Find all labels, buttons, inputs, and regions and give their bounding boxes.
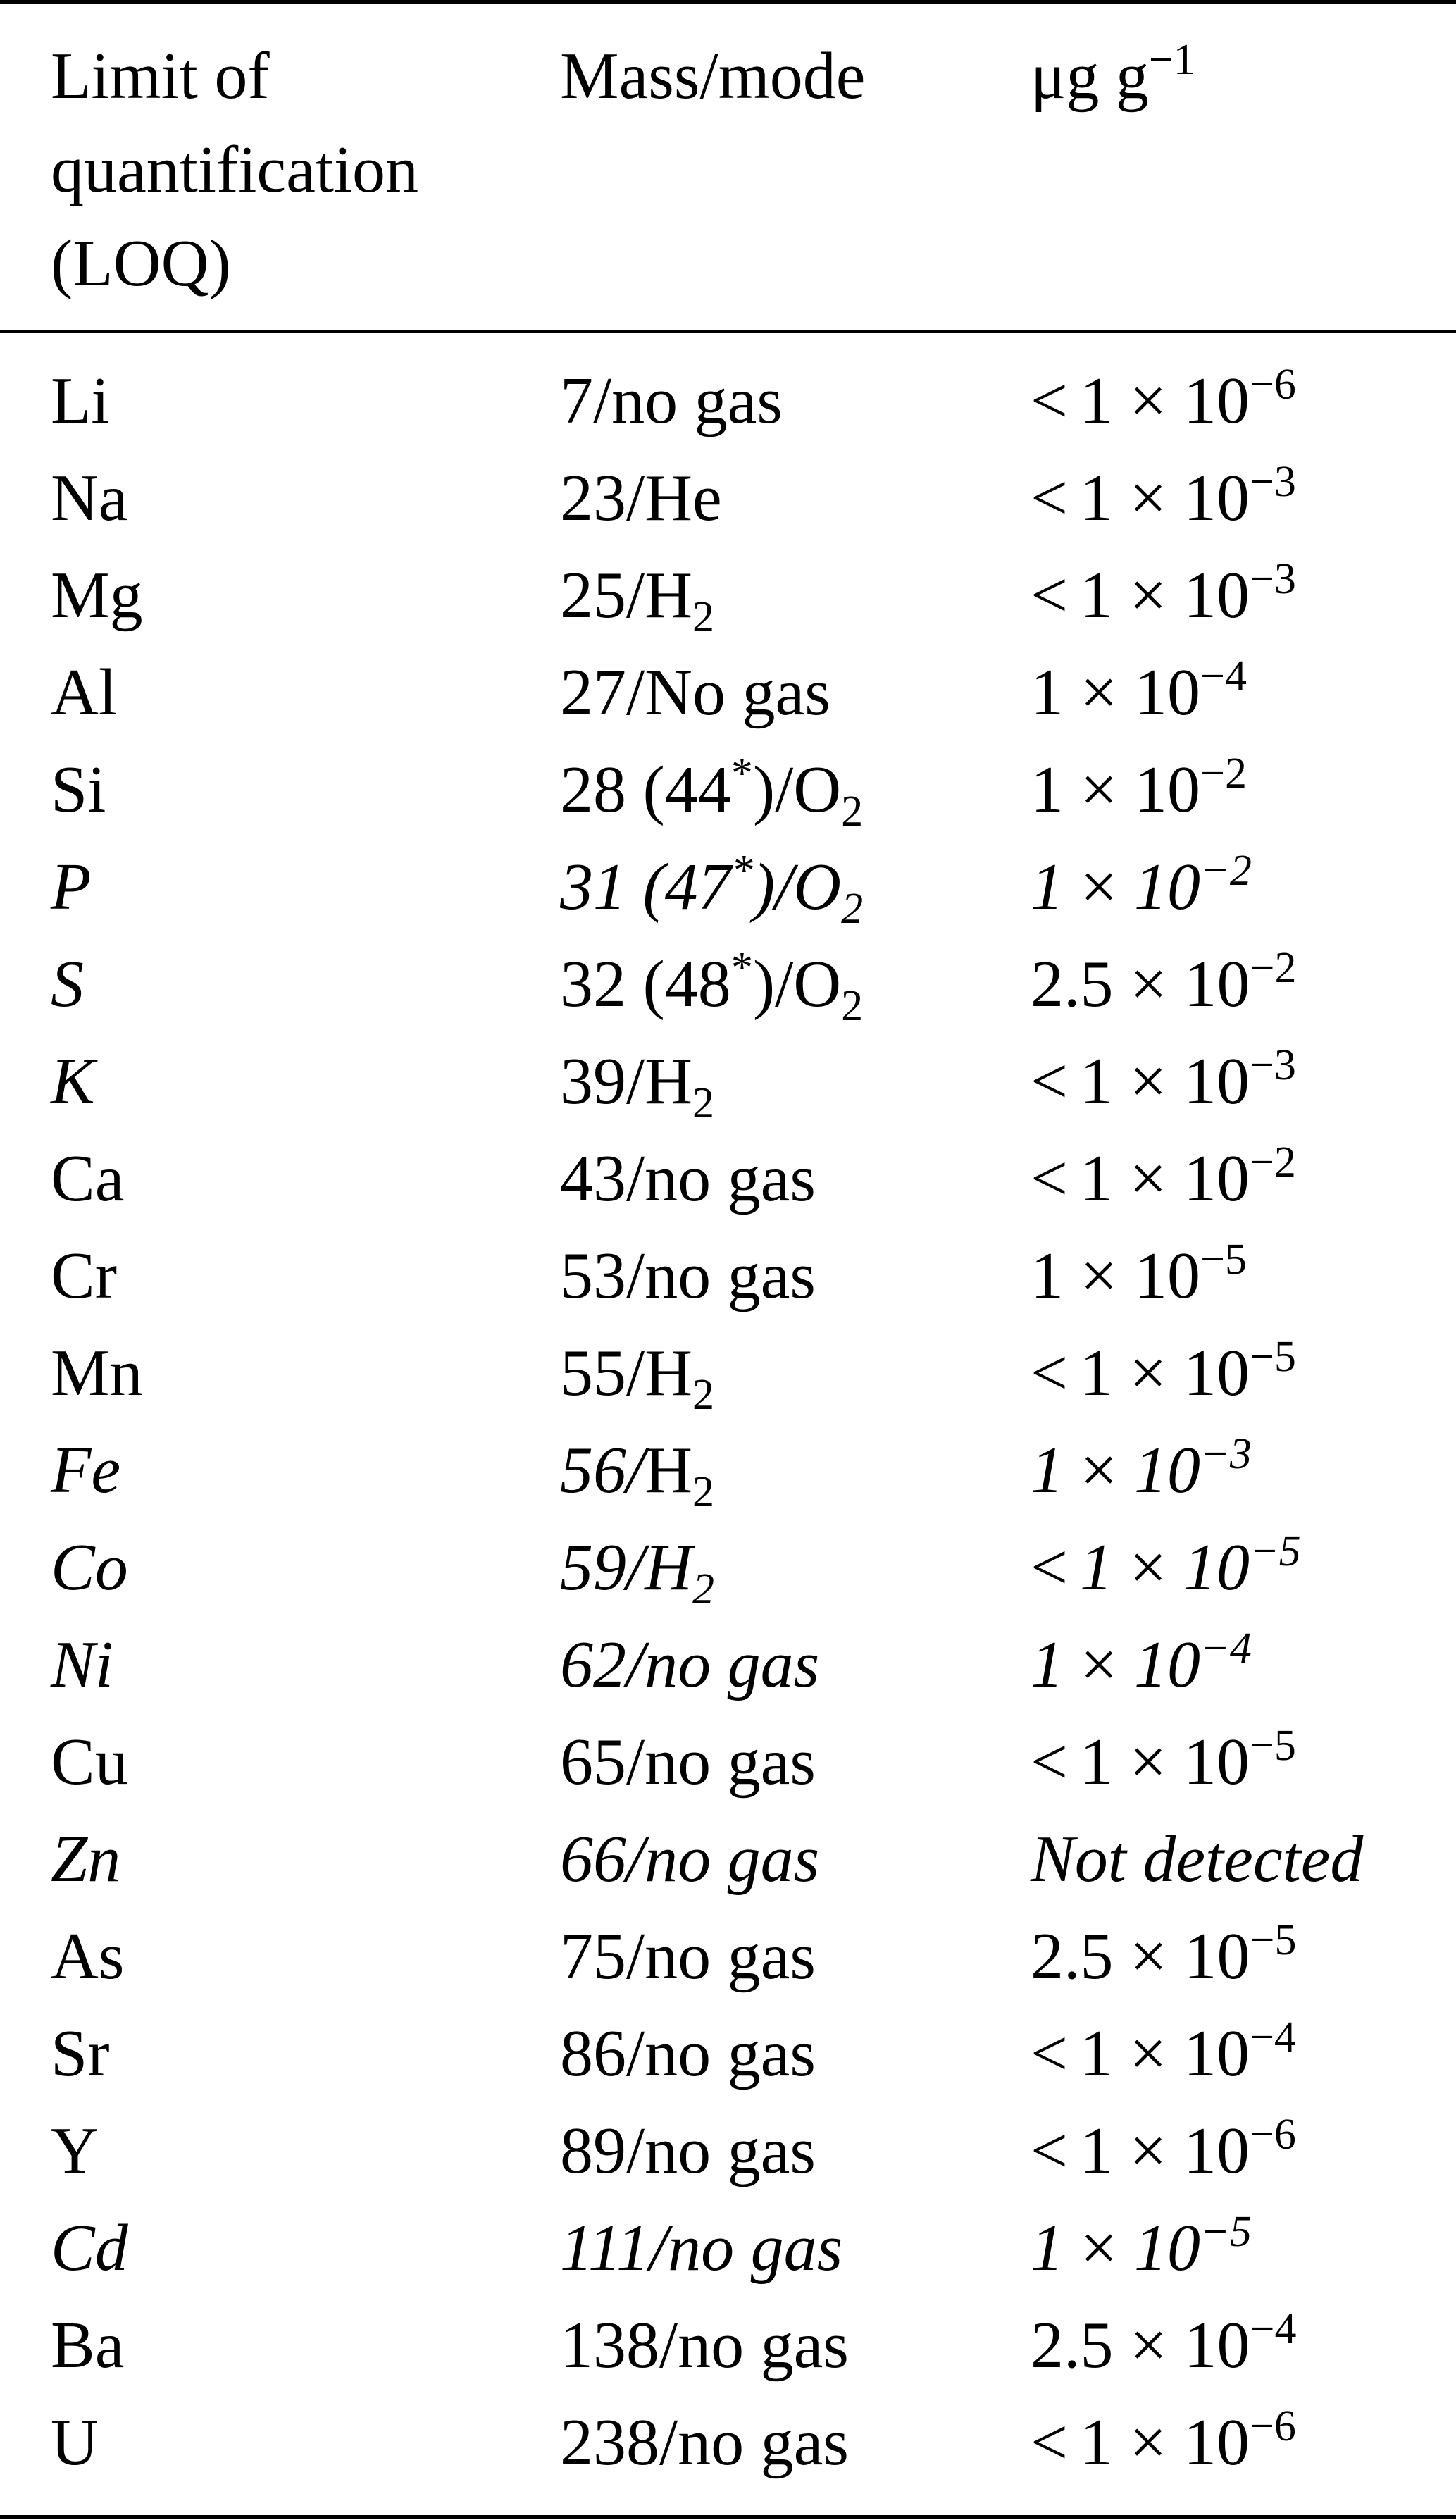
mode-sub: 2 xyxy=(692,1565,715,1613)
mass-mode-cell xyxy=(560,1713,816,1811)
header-loq-line-1: Limit of xyxy=(51,39,270,113)
loq-times: × xyxy=(1064,1628,1135,1701)
mass-value: 23 xyxy=(560,461,626,535)
mass-value: 27 xyxy=(560,656,626,729)
loq-cell xyxy=(1031,838,1252,936)
loq-times: × xyxy=(1112,1142,1183,1215)
mass-value: 53 xyxy=(560,1239,626,1312)
table-row xyxy=(0,2394,1456,2491)
loq-times: × xyxy=(1112,2017,1183,2090)
loq-ten: 10 xyxy=(1183,2309,1250,2382)
element-cell: Mn xyxy=(51,1336,143,1410)
loq-ten: 10 xyxy=(1134,2211,1201,2285)
loq-mantissa: 1 xyxy=(1079,2017,1113,2090)
loq-mantissa: 1 xyxy=(1079,559,1113,632)
loq-mantissa: 1 xyxy=(1031,1628,1064,1701)
mode-sub: 2 xyxy=(692,592,715,641)
mass-mode-separator: / xyxy=(626,1628,645,1701)
loq-mantissa: 1 xyxy=(1079,1142,1113,1215)
table-row xyxy=(0,2102,1456,2199)
mass-mode-separator: / xyxy=(775,948,794,1021)
mode-value: no gas xyxy=(645,1142,816,1215)
mass-value: 56 xyxy=(560,1434,626,1507)
mass-close: ) xyxy=(752,948,776,1021)
mode-value: H xyxy=(645,1531,693,1604)
mass-sup: * xyxy=(730,846,753,895)
mode-value: no gas xyxy=(645,1920,816,1993)
loq-cell xyxy=(1031,936,1297,1033)
loq-exponent: −4 xyxy=(1200,1624,1252,1672)
mass-mode-separator: / xyxy=(626,1531,645,1604)
table-top-rule xyxy=(0,0,1456,4)
loq-prefix: < xyxy=(1031,2406,1069,2479)
loq-mantissa: 1 xyxy=(1031,850,1064,924)
loq-mantissa: 1 xyxy=(1031,1239,1064,1312)
mass-mode-separator: / xyxy=(659,2406,678,2479)
loq-ten: 10 xyxy=(1134,656,1201,729)
mass-value: 59 xyxy=(560,1531,626,1604)
mass-mode-cell xyxy=(560,1033,714,1130)
loq-cell xyxy=(1031,2199,1252,2297)
mode-value: no gas xyxy=(611,364,783,437)
loq-times: × xyxy=(1113,948,1184,1021)
mode-value: H xyxy=(645,1045,693,1118)
loq-mantissa: 1 xyxy=(1079,1045,1113,1118)
mode-value: no gas xyxy=(678,2406,849,2479)
loq-prefix: < xyxy=(1031,2114,1069,2187)
element-cell: S xyxy=(51,948,84,1021)
loq-exponent: −4 xyxy=(1200,652,1247,700)
mode-value: O xyxy=(793,753,842,826)
mass-mode-cell xyxy=(560,644,830,741)
loq-times: × xyxy=(1112,364,1183,437)
loq-mantissa: 1 xyxy=(1079,2406,1113,2479)
mass-value: 75 xyxy=(560,1920,626,1993)
loq-exponent: −6 xyxy=(1249,2110,1296,2159)
mass-mode-cell xyxy=(560,1130,816,1227)
loq-cell xyxy=(1031,2297,1297,2394)
mass-mode-cell xyxy=(560,741,863,838)
mass-value: 89 xyxy=(560,2114,626,2187)
mass-mode-cell xyxy=(560,2102,816,2199)
loq-cell xyxy=(1031,1324,1296,1422)
mode-value: No gas xyxy=(645,656,830,729)
loq-exponent: −2 xyxy=(1249,1138,1296,1186)
header-mass-mode: Mass/mode xyxy=(560,39,866,113)
table-row xyxy=(0,644,1456,741)
loq-times: × xyxy=(1112,2406,1183,2479)
loq-mantissa: 1 xyxy=(1079,461,1113,535)
loq-exponent: −2 xyxy=(1250,943,1297,992)
loq-exponent: −5 xyxy=(1249,1721,1296,1770)
loq-exponent: −3 xyxy=(1249,1041,1296,1089)
mass-mode-separator: / xyxy=(659,2309,678,2382)
mode-value: no gas xyxy=(645,2114,816,2187)
loq-exponent: −3 xyxy=(1249,554,1296,603)
loq-prefix: < xyxy=(1031,2017,1069,2090)
element-cell: Fe xyxy=(51,1434,121,1507)
loq-cell xyxy=(1031,1908,1297,2005)
loq-cell xyxy=(1031,1422,1252,1519)
element-cell: Ca xyxy=(51,1142,125,1215)
table-row xyxy=(0,547,1456,644)
table-row xyxy=(0,1908,1456,2005)
element-cell: Li xyxy=(51,364,110,437)
mass-mode-separator: / xyxy=(626,461,645,535)
loq-prefix: < xyxy=(1031,461,1069,535)
mass-value: 86 xyxy=(560,2017,626,2090)
loq-cell xyxy=(1031,644,1247,741)
mass-mode-separator: / xyxy=(775,753,794,826)
header-unit xyxy=(1031,30,1195,123)
element-cell: Sr xyxy=(51,2017,110,2090)
mass-mode-separator: / xyxy=(626,1920,645,1993)
mass-value: 55 xyxy=(560,1336,626,1410)
mode-value: H xyxy=(645,1434,693,1507)
loq-ten: 10 xyxy=(1183,1725,1250,1799)
table-bottom-rule xyxy=(0,2515,1456,2519)
mass-value: 39 xyxy=(560,1045,626,1118)
loq-mantissa: 2.5 xyxy=(1031,948,1114,1021)
loq-cell xyxy=(1031,547,1296,644)
element-cell: Cr xyxy=(51,1239,117,1312)
loq-cell xyxy=(1031,1227,1247,1324)
loq-ten: 10 xyxy=(1134,1628,1201,1701)
loq-mantissa: 1 xyxy=(1079,1725,1113,1799)
mass-sup: * xyxy=(730,749,753,797)
table-row xyxy=(0,1130,1456,1227)
loq-cell xyxy=(1031,1811,1363,1908)
element-cell: P xyxy=(51,850,92,924)
table-row xyxy=(0,2297,1456,2394)
table-row xyxy=(0,1227,1456,1324)
element-cell: Al xyxy=(51,656,117,729)
mass-sup: * xyxy=(730,943,753,992)
loq-mantissa: 1 xyxy=(1079,364,1113,437)
mass-value: 43 xyxy=(560,1142,626,1215)
loq-times: × xyxy=(1113,1920,1184,1993)
loq-cell xyxy=(1031,741,1247,838)
mass-mode-separator: / xyxy=(626,559,645,632)
mass-mode-cell xyxy=(560,838,863,936)
element-cell: Ba xyxy=(51,2309,125,2382)
table-row xyxy=(0,741,1456,838)
table-row xyxy=(0,352,1456,449)
mass-value: 32 (48 xyxy=(560,948,731,1021)
loq-cell xyxy=(1031,352,1296,449)
loq-times: × xyxy=(1112,1336,1183,1410)
mode-sub: 2 xyxy=(692,1079,715,1127)
mode-value: no gas xyxy=(645,1628,820,1701)
mass-mode-cell xyxy=(560,1519,714,1616)
table-row xyxy=(0,1033,1456,1130)
loq-prefix: < xyxy=(1031,1142,1069,1215)
loq-times: × xyxy=(1064,753,1135,826)
loq-ten: 10 xyxy=(1183,1045,1250,1118)
mode-value: H xyxy=(645,559,693,632)
loq-cell xyxy=(1031,2394,1296,2491)
element-cell: As xyxy=(51,1920,125,1993)
mode-value: no gas xyxy=(645,1725,816,1799)
loq-exponent: −2 xyxy=(1200,846,1252,895)
mass-mode-cell xyxy=(560,1811,819,1908)
mode-sub: 2 xyxy=(692,1467,715,1516)
loq-ten: 10 xyxy=(1183,559,1250,632)
mass-mode-separator: / xyxy=(626,2114,645,2187)
mode-value: H xyxy=(645,1336,693,1410)
mode-value: He xyxy=(645,461,722,535)
loq-text: Not detected xyxy=(1031,1823,1364,1896)
loq-times: × xyxy=(1112,559,1183,632)
mass-value: 66 xyxy=(560,1823,626,1896)
element-cell: Cd xyxy=(51,2211,128,2285)
mass-close: ) xyxy=(752,850,776,924)
loq-exponent: −4 xyxy=(1250,2304,1297,2353)
element-cell: K xyxy=(51,1045,95,1118)
mass-mode-cell xyxy=(560,1908,816,2005)
header-loq-line-3: (LOQ) xyxy=(51,227,231,300)
mass-mode-cell xyxy=(560,449,722,547)
loq-ten: 10 xyxy=(1134,753,1201,826)
mass-mode-cell xyxy=(560,2394,849,2491)
loq-ten: 10 xyxy=(1134,1434,1201,1507)
mass-value: 31 (47 xyxy=(560,850,731,924)
loq-prefix: < xyxy=(1031,1531,1069,1604)
loq-ten: 10 xyxy=(1183,2406,1250,2479)
loq-exponent: −5 xyxy=(1249,1527,1301,1575)
loq-ten: 10 xyxy=(1183,1531,1250,1604)
loq-exponent: −5 xyxy=(1249,1332,1296,1381)
element-cell: Na xyxy=(51,461,128,535)
mass-value: 65 xyxy=(560,1725,626,1799)
mass-mode-cell xyxy=(560,2199,842,2297)
loq-ten: 10 xyxy=(1183,1920,1250,1993)
mass-mode-separator: / xyxy=(593,364,612,437)
loq-cell xyxy=(1031,1130,1296,1227)
loq-times: × xyxy=(1112,1725,1183,1799)
mode-value: O xyxy=(793,948,842,1021)
loq-cell xyxy=(1031,1713,1296,1811)
loq-exponent: −4 xyxy=(1249,2013,1296,2061)
loq-mantissa: 2.5 xyxy=(1031,2309,1114,2382)
loq-cell xyxy=(1031,2005,1296,2102)
loq-ten: 10 xyxy=(1134,1239,1201,1312)
mass-mode-separator: / xyxy=(626,656,645,729)
element-cell: Ni xyxy=(51,1628,113,1701)
table-row xyxy=(0,838,1456,936)
loq-times: × xyxy=(1064,1434,1135,1507)
mass-mode-separator: / xyxy=(775,850,794,924)
element-cell: U xyxy=(51,2406,99,2479)
mode-value: O xyxy=(793,850,842,924)
loq-prefix: < xyxy=(1031,364,1069,437)
table-row xyxy=(0,1422,1456,1519)
mass-mode-separator: / xyxy=(649,2211,668,2285)
mass-value: 238 xyxy=(560,2406,659,2479)
mode-sub: 2 xyxy=(841,787,864,836)
loq-cell xyxy=(1031,1519,1301,1616)
mass-mode-cell xyxy=(560,1616,819,1713)
mass-mode-separator: / xyxy=(626,1336,645,1410)
loq-cell xyxy=(1031,1616,1252,1713)
loq-mantissa: 1 xyxy=(1031,1434,1064,1507)
table-row xyxy=(0,1324,1456,1422)
table-row xyxy=(0,449,1456,547)
loq-exponent: −6 xyxy=(1249,2402,1296,2450)
element-cell: Y xyxy=(51,2114,99,2187)
header-loq-line-2: quantification xyxy=(51,133,419,206)
mode-sub: 2 xyxy=(692,1370,715,1419)
mass-value: 25 xyxy=(560,559,626,632)
loq-times: × xyxy=(1064,2211,1135,2285)
loq-cell xyxy=(1031,449,1296,547)
element-cell: Co xyxy=(51,1531,128,1604)
mass-mode-separator: / xyxy=(626,1142,645,1215)
loq-cell xyxy=(1031,1033,1296,1130)
loq-exponent: −5 xyxy=(1200,1235,1247,1284)
loq-mantissa: 1 xyxy=(1079,2114,1113,2187)
loq-exponent: −2 xyxy=(1200,749,1247,797)
loq-times: × xyxy=(1112,1045,1183,1118)
loq-times: × xyxy=(1112,2114,1183,2187)
mass-mode-cell xyxy=(560,2005,816,2102)
mode-value: no gas xyxy=(668,2211,843,2285)
mass-mode-cell xyxy=(560,1324,714,1422)
mass-value: 28 (44 xyxy=(560,753,731,826)
loq-ten: 10 xyxy=(1134,850,1201,924)
loq-mantissa: 2.5 xyxy=(1031,1920,1114,1993)
loq-ten: 10 xyxy=(1183,948,1250,1021)
loq-times: × xyxy=(1113,2309,1184,2382)
loq-ten: 10 xyxy=(1183,461,1250,535)
loq-mantissa: 1 xyxy=(1079,1531,1113,1604)
table-row xyxy=(0,2199,1456,2297)
loq-ten: 10 xyxy=(1183,1336,1250,1410)
loq-prefix: < xyxy=(1031,1045,1069,1118)
loq-mantissa: 1 xyxy=(1079,1336,1113,1410)
mass-mode-separator: / xyxy=(626,2017,645,2090)
mode-sub: 2 xyxy=(841,981,864,1030)
mode-value: no gas xyxy=(678,2309,849,2382)
loq-ten: 10 xyxy=(1183,364,1250,437)
mode-sub: 2 xyxy=(841,884,864,933)
mass-mode-separator: / xyxy=(626,1823,645,1896)
mass-close: ) xyxy=(752,753,776,826)
mass-value: 7 xyxy=(560,364,593,437)
loq-exponent: −3 xyxy=(1249,457,1296,506)
loq-exponent: −6 xyxy=(1249,360,1296,409)
loq-times: × xyxy=(1064,850,1135,924)
table-row xyxy=(0,936,1456,1033)
loq-times: × xyxy=(1112,461,1183,535)
mass-mode-cell xyxy=(560,547,714,644)
loq-exponent: −3 xyxy=(1200,1429,1252,1478)
mass-mode-separator: / xyxy=(626,1434,645,1507)
table-header-rule xyxy=(0,330,1456,333)
mass-value: 62 xyxy=(560,1628,626,1701)
mass-mode-cell xyxy=(560,352,783,449)
mass-mode-separator: / xyxy=(626,1239,645,1312)
loq-exponent: −5 xyxy=(1250,1916,1297,1964)
mass-value: 138 xyxy=(560,2309,659,2382)
table-body xyxy=(0,352,1456,2491)
loq-cell xyxy=(1031,2102,1296,2199)
element-cell: Mg xyxy=(51,559,143,632)
table-row xyxy=(0,1811,1456,1908)
loq-times: × xyxy=(1064,656,1135,729)
element-cell: Cu xyxy=(51,1725,128,1799)
mode-value: no gas xyxy=(645,2017,816,2090)
header-loq-label xyxy=(51,30,502,311)
table-row xyxy=(0,1519,1456,1616)
mass-value: 111 xyxy=(560,2211,650,2285)
mass-mode-cell xyxy=(560,1422,714,1519)
loq-prefix: < xyxy=(1031,559,1069,632)
loq-ten: 10 xyxy=(1183,1142,1250,1215)
loq-ten: 10 xyxy=(1183,2114,1250,2187)
loq-mantissa: 1 xyxy=(1031,753,1064,826)
loq-ten: 10 xyxy=(1183,2017,1250,2090)
mass-mode-cell xyxy=(560,936,863,1033)
loq-prefix: < xyxy=(1031,1336,1069,1410)
header-unit-exponent: −1 xyxy=(1148,35,1195,84)
mass-mode-cell xyxy=(560,1227,816,1324)
loq-mantissa: 1 xyxy=(1031,656,1064,729)
mode-value: no gas xyxy=(645,1239,816,1312)
header-unit-base: μg g xyxy=(1031,39,1149,113)
loq-times: × xyxy=(1112,1531,1183,1604)
mass-mode-cell xyxy=(560,2297,849,2394)
mode-value: no gas xyxy=(645,1823,820,1896)
table-header xyxy=(0,30,1456,325)
element-cell: Si xyxy=(51,753,106,826)
loq-exponent: −5 xyxy=(1200,2207,1252,2256)
loq-mantissa: 1 xyxy=(1031,2211,1064,2285)
table-row xyxy=(0,2005,1456,2102)
loq-prefix: < xyxy=(1031,1725,1069,1799)
mass-mode-separator: / xyxy=(626,1725,645,1799)
loq-times: × xyxy=(1064,1239,1135,1312)
table-row xyxy=(0,1616,1456,1713)
mass-mode-separator: / xyxy=(626,1045,645,1118)
table-row xyxy=(0,1713,1456,1811)
element-cell: Zn xyxy=(51,1823,121,1896)
